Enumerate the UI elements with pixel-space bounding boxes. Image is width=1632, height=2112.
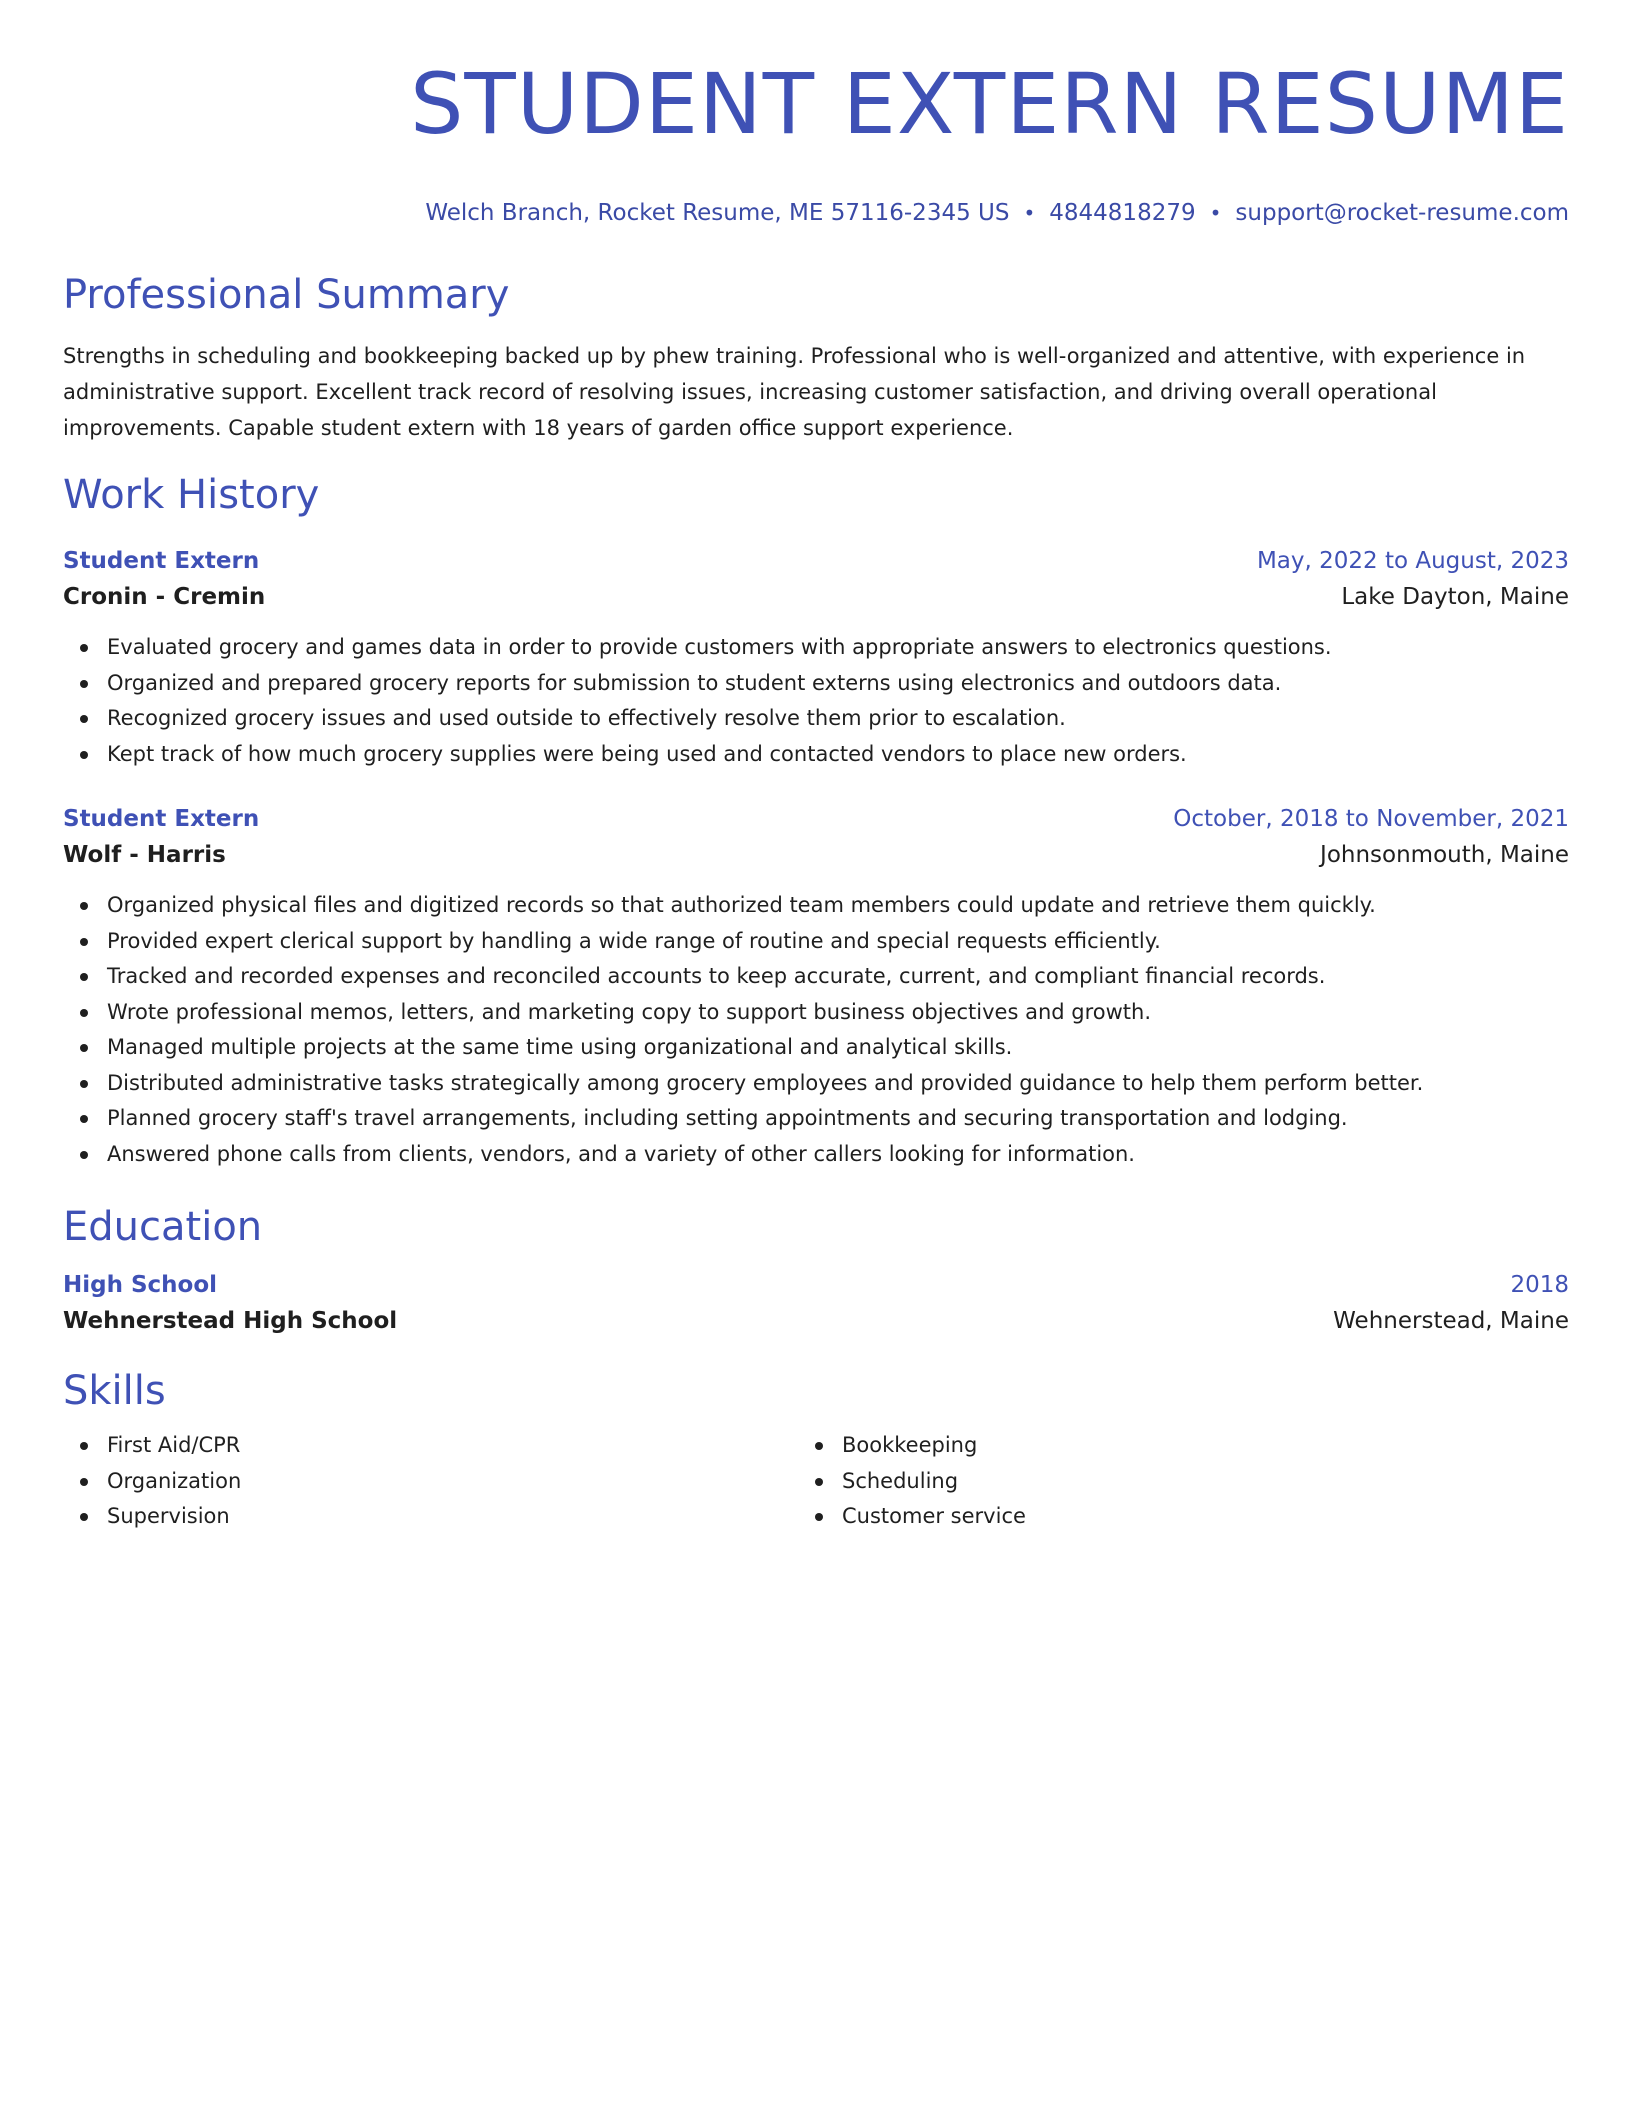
skills-list	[63, 1428, 798, 1535]
job-entry	[63, 802, 1569, 1172]
summary-text: Strengths in scheduling and bookkeeping backed up by phew training. Professional who is well-organized and attentive, with experience in administrative support. Excellent track record of resolving issues, increasing customer satisfaction, and driving overall operational improvements. Capable student extern with 18 years of garden office support experience.	[63, 344, 1526, 440]
contact-line	[63, 198, 1569, 228]
job-company-row	[63, 836, 1569, 874]
job-location: Lake Dayton, Maine	[1341, 584, 1569, 610]
job-bullet: Organized and prepared grocery reports for submission to student externs using electronics and outdoors data.	[107, 666, 1569, 702]
education-entry	[63, 1268, 1569, 1340]
section-title: Work History	[63, 472, 320, 518]
job-bullet: Managed multiple projects at the same time using organizational and analytical skills.	[107, 1030, 1569, 1066]
contact-address: Welch Branch, Rocket Resume, ME 57116-2345 US	[425, 200, 1010, 226]
skills-column-left	[63, 1428, 798, 1535]
education-school: Wehnerstead High School	[63, 1308, 398, 1334]
job-bullet: Wrote professional memos, letters, and marketing copy to support business objectives and growth.	[107, 995, 1569, 1031]
skills-column-right	[798, 1428, 1533, 1535]
skills-section	[63, 1366, 1569, 1535]
job-header-row	[63, 802, 1569, 836]
skill-item: Organization	[107, 1464, 798, 1500]
job-company-row	[63, 578, 1569, 616]
job-bullet: Kept track of how much grocery supplies were being used and contacted vendors to place new orders.	[107, 737, 1569, 773]
skill-item: Bookkeeping	[842, 1428, 1533, 1464]
work-history-section	[63, 470, 1569, 1172]
job-bullet: Answered phone calls from clients, vendors, and a variety of other callers looking for information.	[107, 1137, 1569, 1173]
skill-item: Customer service	[842, 1499, 1533, 1535]
education-school-row	[63, 1302, 1569, 1340]
education-degree: High School	[63, 1272, 218, 1298]
job-bullets	[63, 888, 1569, 1172]
contact-separator: •	[1209, 201, 1222, 225]
job-entry	[63, 544, 1569, 772]
job-dates: October, 2018 to November, 2021	[1173, 806, 1569, 832]
section-title: Education	[63, 1204, 263, 1250]
skills-grid	[63, 1428, 1569, 1535]
contact-separator: •	[1023, 201, 1036, 225]
job-bullet: Tracked and recorded expenses and reconciled accounts to keep accurate, current, and compliant financial records.	[107, 959, 1569, 995]
contact-email: support@rocket-resume.com	[1235, 200, 1569, 226]
job-role: Student Extern	[63, 548, 260, 574]
education-section	[63, 1202, 1569, 1340]
job-bullet: Evaluated grocery and games data in order to provide customers with appropriate answers to electronics questions.	[107, 630, 1569, 666]
job-bullet: Planned grocery staff's travel arrangements, including setting appointments and securing transportation and lodging.	[107, 1101, 1569, 1137]
section-title: Professional Summary	[63, 272, 510, 318]
job-header-row	[63, 544, 1569, 578]
skill-item: Supervision	[107, 1499, 798, 1535]
professional-summary-section	[63, 270, 1569, 446]
education-location: Wehnerstead, Maine	[1333, 1308, 1569, 1334]
job-bullet: Distributed administrative tasks strategically among grocery employees and provided guidance to help them perform better.	[107, 1066, 1569, 1102]
resume-title: STUDENT EXTERN RESUME	[410, 55, 1569, 153]
contact-phone: 4844818279	[1049, 200, 1196, 226]
education-header-row	[63, 1268, 1569, 1302]
job-location: Johnsonmouth, Maine	[1320, 842, 1569, 868]
job-bullet: Organized physical files and digitized records so that authorized team members could update and retrieve them quickly.	[107, 888, 1569, 924]
skills-list	[798, 1428, 1533, 1535]
skill-item: First Aid/CPR	[107, 1428, 798, 1464]
skill-item: Scheduling	[842, 1464, 1533, 1500]
section-title: Skills	[63, 1368, 166, 1414]
job-dates: May, 2022 to August, 2023	[1256, 548, 1569, 574]
job-company: Wolf - Harris	[63, 842, 226, 868]
job-bullets	[63, 630, 1569, 772]
resume-header	[63, 0, 1569, 228]
job-bullet: Provided expert clerical support by handling a wide range of routine and special requests efficiently.	[107, 924, 1569, 960]
job-company: Cronin - Cremin	[63, 584, 266, 610]
job-bullet: Recognized grocery issues and used outside to effectively resolve them prior to escalation.	[107, 701, 1569, 737]
education-year: 2018	[1510, 1272, 1569, 1298]
job-role: Student Extern	[63, 806, 260, 832]
